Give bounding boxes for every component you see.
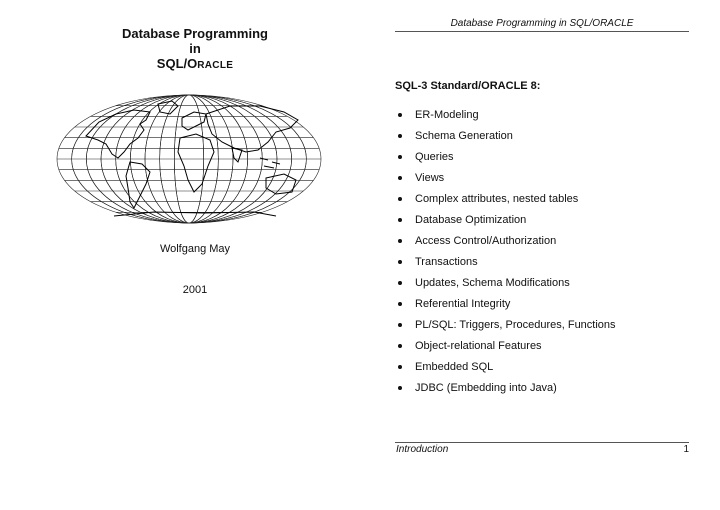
bullet-icon — [398, 113, 402, 117]
footer-rule — [395, 442, 689, 443]
bullet-icon — [398, 323, 402, 327]
list-item-label: Referential Integrity — [415, 298, 511, 310]
list-item-label: Updates, Schema Modifications — [415, 277, 570, 289]
list-item — [395, 276, 616, 297]
running-header: Database Programming in SQL/ORACLE — [450, 18, 634, 29]
list-item — [395, 108, 616, 129]
list-item-label: Queries — [415, 151, 454, 163]
list-item-label: JDBC (Embedding into Java) — [415, 382, 557, 394]
continent-outlines — [86, 101, 298, 216]
title-line-2: in — [189, 41, 201, 56]
list-item — [395, 192, 616, 213]
bullet-icon — [398, 344, 402, 348]
list-item-label: Embedded SQL — [415, 361, 494, 373]
title-prefix: SQL/ — [156, 56, 188, 71]
title-smallcaps: RACLE — [197, 60, 234, 71]
list-item-label: Views — [415, 172, 445, 184]
publication-year: 2001 — [182, 284, 208, 296]
bullet-icon — [398, 386, 402, 390]
bullet-icon — [398, 176, 402, 180]
list-item — [395, 297, 616, 318]
list-item — [395, 381, 616, 402]
section-title: SQL-3 Standard/ORACLE 8: — [395, 80, 541, 92]
title-line-1: Database Programming — [122, 26, 268, 41]
bullet-icon — [398, 239, 402, 243]
bullet-icon — [398, 218, 402, 222]
list-item-label: Complex attributes, nested tables — [415, 193, 579, 205]
list-item — [395, 171, 616, 192]
title-line-3 — [110, 56, 280, 73]
list-item-label: ER-Modeling — [415, 109, 479, 121]
list-item-label: PL/SQL: Triggers, Procedures, Functions — [415, 319, 616, 331]
list-item-label: Transactions — [415, 256, 478, 268]
bullet-icon — [398, 155, 402, 159]
list-item — [395, 234, 616, 255]
list-item-label: Schema Generation — [415, 130, 513, 142]
title-initial: O — [187, 56, 198, 71]
topic-list — [395, 108, 616, 402]
list-item — [395, 255, 616, 276]
list-item-label: Database Optimization — [415, 214, 527, 226]
bullet-icon — [398, 197, 402, 201]
footer-section: Introduction — [396, 444, 449, 455]
bullet-icon — [398, 302, 402, 306]
list-item — [395, 360, 616, 381]
bullet-icon — [398, 365, 402, 369]
list-item — [395, 129, 616, 150]
bullet-icon — [398, 281, 402, 285]
bullet-icon — [398, 260, 402, 264]
list-item — [395, 213, 616, 234]
list-item — [395, 339, 616, 360]
document-title — [110, 26, 280, 73]
list-item — [395, 150, 616, 171]
header-rule — [395, 31, 689, 32]
author-name: Wolfgang May — [159, 243, 231, 255]
list-item — [395, 318, 616, 339]
parallel-lines — [57, 106, 321, 213]
bullet-icon — [398, 134, 402, 138]
list-item-label: Object-relational Features — [415, 340, 542, 352]
world-map-icon — [54, 92, 324, 227]
page-number: 1 — [683, 444, 689, 455]
list-item-label: Access Control/Authorization — [415, 235, 557, 247]
